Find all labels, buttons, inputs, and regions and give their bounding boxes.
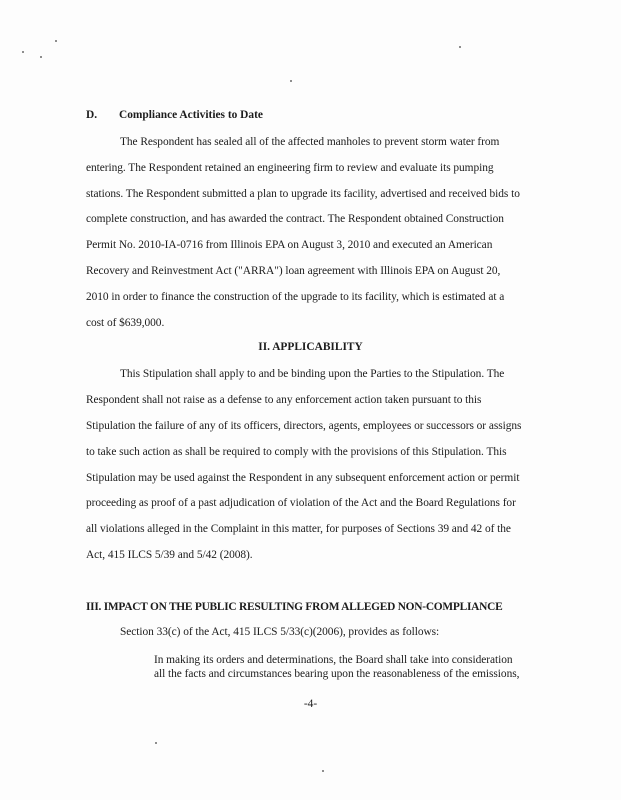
scan-speck bbox=[459, 46, 461, 48]
page-number: -4- bbox=[303, 698, 318, 710]
section-ii-heading: II. APPLICABILITY bbox=[258, 341, 363, 353]
paragraph-line: Stipulation the failure of any of its officers, directors, agents, employees or successors or assigns bbox=[86, 420, 522, 432]
section-iii-intro: Section 33(c) of the Act, 415 ILCS 5/33(c)(2006), provides as follows: bbox=[120, 626, 440, 638]
section-d-heading bbox=[86, 109, 263, 121]
paragraph-line: to take such action as shall be required to comply with the provisions of this Stipulation. This bbox=[86, 446, 507, 458]
paragraph-line: 2010 in order to finance the construction of the upgrade to its facility, which is estimated at a bbox=[86, 291, 505, 303]
quote-line: In making its orders and determinations, the Board shall take into consideration bbox=[154, 654, 513, 666]
paragraph-line: all violations alleged in the Complaint in this matter, for purposes of Sections 39 and 42 of the bbox=[86, 523, 511, 535]
section-d-number: D. bbox=[86, 109, 98, 121]
scan-speck bbox=[55, 40, 57, 42]
quote-line: all the facts and circumstances bearing upon the reasonableness of the emissions, bbox=[154, 668, 520, 680]
paragraph-line: Permit No. 2010-IA-0716 from Illinois EPA on August 3, 2010 and executed an American bbox=[86, 239, 493, 251]
section-d-title: Compliance Activities to Date bbox=[119, 109, 263, 121]
section-iii-heading: III. IMPACT ON THE PUBLIC RESULTING FROM ALLEGED NON-COMPLIANCE bbox=[86, 601, 503, 613]
paragraph-line: This Stipulation shall apply to and be binding upon the Parties to the Stipulation. The bbox=[120, 368, 505, 380]
scan-speck bbox=[290, 80, 292, 82]
paragraph-line: The Respondent has sealed all of the affected manholes to prevent storm water from bbox=[120, 136, 500, 148]
paragraph-line: Act, 415 ILCS 5/39 and 5/42 (2008). bbox=[86, 549, 253, 561]
paragraph-line: proceeding as proof of a past adjudication of violation of the Act and the Board Regulations for bbox=[86, 497, 516, 509]
scan-speck bbox=[322, 770, 324, 772]
paragraph-line: Recovery and Reinvestment Act ("ARRA") loan agreement with Illinois EPA on August 20, bbox=[86, 265, 501, 277]
paragraph-line: Respondent shall not raise as a defense to any enforcement action taken pursuant to this bbox=[86, 394, 482, 406]
paragraph-line: cost of $639,000. bbox=[86, 317, 165, 329]
paragraph-line: complete construction, and has awarded the contract. The Respondent obtained Construction bbox=[86, 213, 504, 225]
scan-speck bbox=[40, 56, 42, 58]
paragraph-line: entering. The Respondent retained an engineering firm to review and evaluate its pumping bbox=[86, 162, 494, 174]
paragraph-line: stations. The Respondent submitted a plan to upgrade its facility, advertised and received bids to bbox=[86, 188, 520, 200]
paragraph-line: Stipulation may be used against the Respondent in any subsequent enforcement action or permit bbox=[86, 472, 520, 484]
scan-speck bbox=[155, 742, 157, 744]
scan-speck bbox=[22, 51, 24, 53]
